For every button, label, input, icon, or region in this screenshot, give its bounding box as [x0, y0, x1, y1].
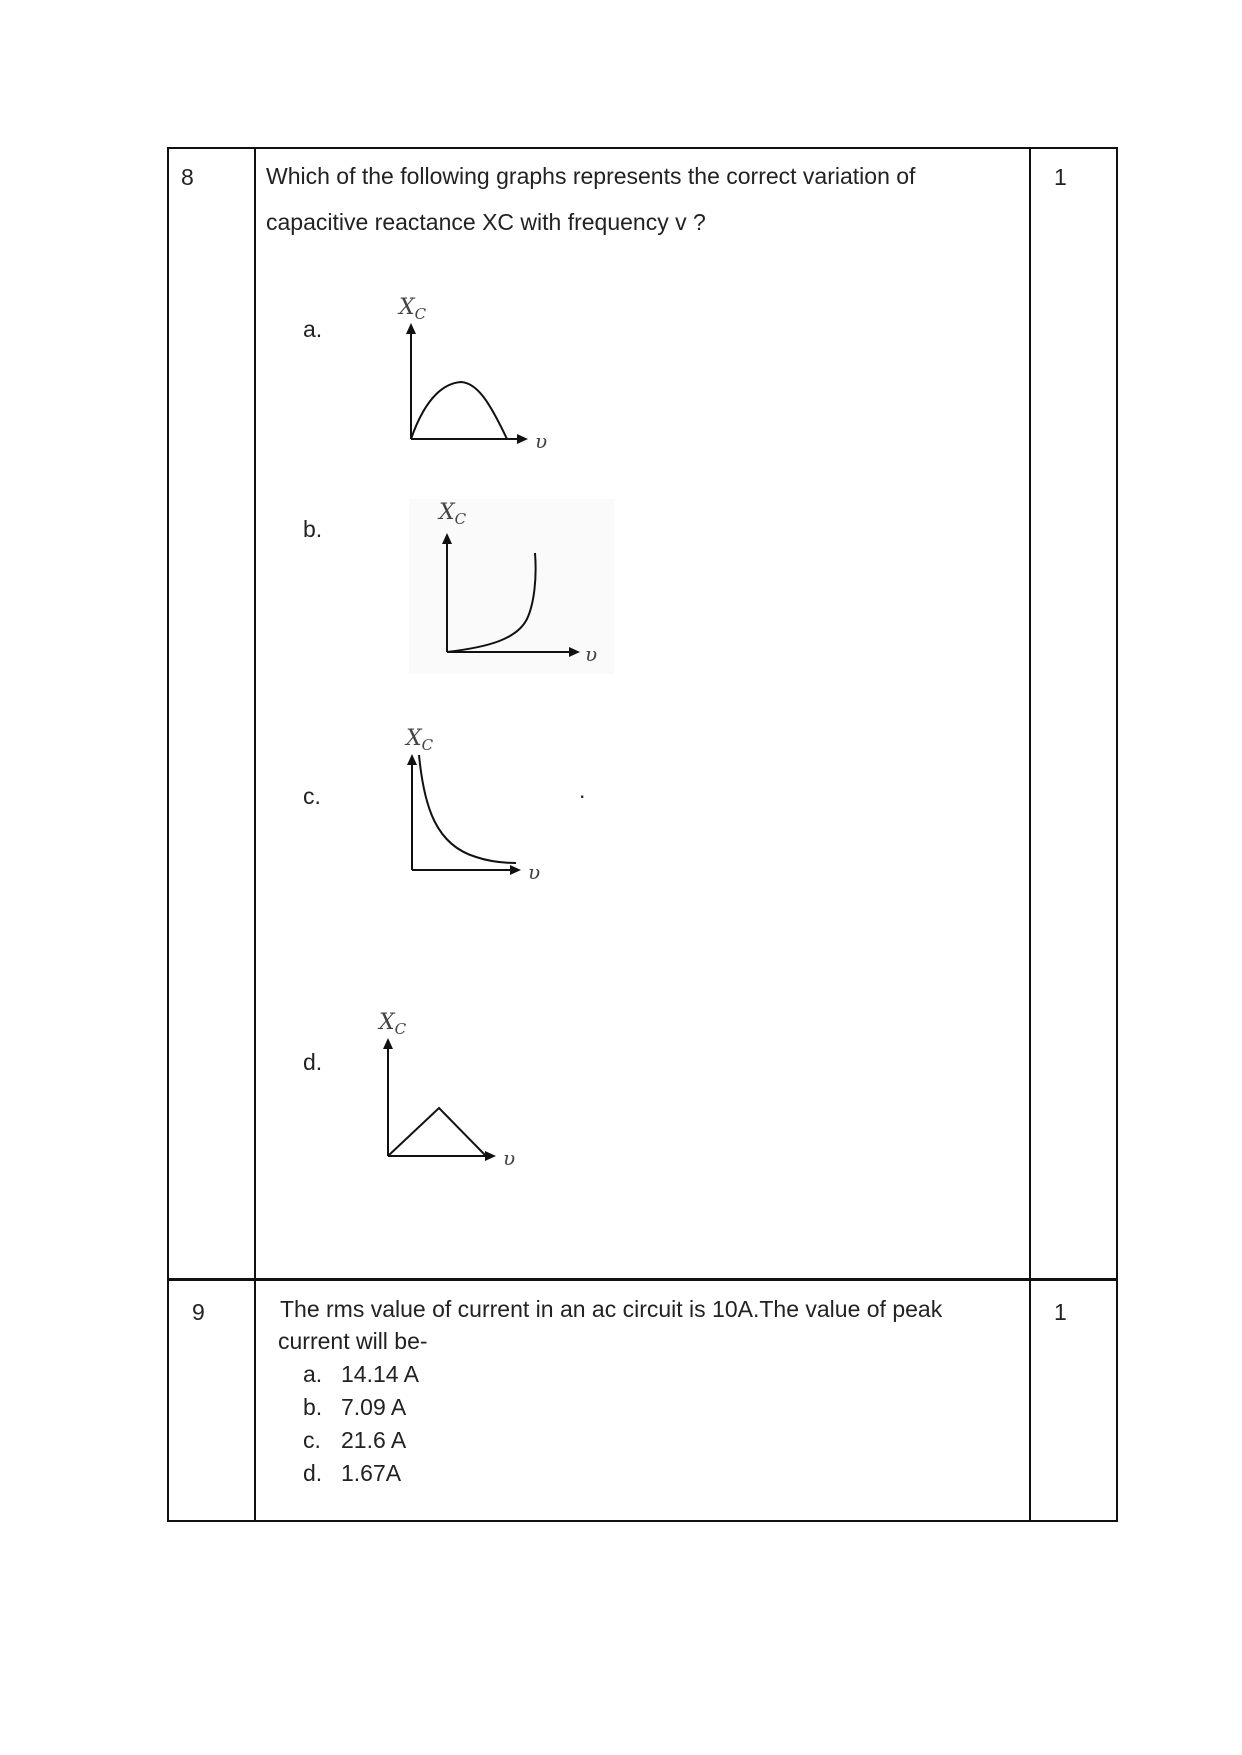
question-9-number: 9 [192, 1299, 205, 1325]
x-axis-label: υ [528, 860, 541, 884]
option-d-graph [379, 1011, 539, 1176]
x-axis-arrow [485, 1151, 496, 1161]
list-item [303, 1358, 419, 1391]
option-letter: b. [303, 1394, 323, 1420]
option-d-label: d. [303, 1049, 323, 1075]
x-axis-arrow [517, 434, 528, 444]
y-axis-label: $X_C$ [439, 500, 467, 528]
option-b-graph [409, 499, 614, 674]
question-8-text-line-2: capacitive reactance XC with frequency v ? [266, 209, 706, 235]
column-divider-number [254, 149, 256, 1520]
y-axis-label: $X_C$ [379, 1010, 407, 1038]
question-8-number: 8 [181, 164, 194, 190]
x-axis-label: υ [503, 1146, 516, 1170]
question-9-options [303, 1358, 419, 1490]
row-divider [169, 1278, 1116, 1281]
option-value: 1.67A [341, 1460, 402, 1486]
x-axis-arrow [510, 865, 521, 875]
option-c-label: c. [303, 783, 321, 809]
option-a-graph [399, 296, 559, 461]
option-value: 21.6 A [341, 1427, 407, 1453]
question-8-marks: 1 [1054, 164, 1067, 190]
question-9-marks: 1 [1054, 1299, 1067, 1325]
list-item [303, 1424, 419, 1457]
list-item [303, 1457, 419, 1490]
option-b-label: b. [303, 516, 323, 542]
y-axis-label: $X_C$ [406, 726, 434, 754]
option-letter: d. [303, 1460, 323, 1486]
option-c-graph [406, 727, 566, 892]
question-9-text-line-1: The rms value of current in an ac circuit is 10A.The value of peak [280, 1296, 943, 1322]
y-axis-arrow [407, 754, 417, 765]
stray-period: . [579, 777, 586, 803]
question-9-text [280, 1293, 1040, 1357]
question-table [167, 147, 1118, 1522]
y-axis-arrow [383, 1038, 393, 1049]
x-axis-label: υ [585, 642, 598, 666]
y-axis-arrow [406, 323, 416, 334]
option-value: 14.14 A [341, 1361, 420, 1387]
option-letter: c. [303, 1427, 321, 1453]
option-a-label: a. [303, 316, 323, 342]
question-8-text-line-1: Which of the following graphs represents the correct variation of [266, 163, 916, 189]
curve-triangle [388, 1108, 486, 1156]
graph-background [409, 499, 614, 674]
y-axis-label: $X_C$ [399, 295, 427, 323]
list-item [303, 1391, 419, 1424]
question-8-text [266, 153, 1026, 245]
option-value: 7.09 A [341, 1394, 407, 1420]
option-letter: a. [303, 1361, 323, 1387]
x-axis-label: υ [535, 429, 548, 453]
curve-decreasing [419, 755, 516, 863]
question-9-text-line-2: current will be- [278, 1328, 428, 1354]
curve-arch [411, 382, 507, 439]
